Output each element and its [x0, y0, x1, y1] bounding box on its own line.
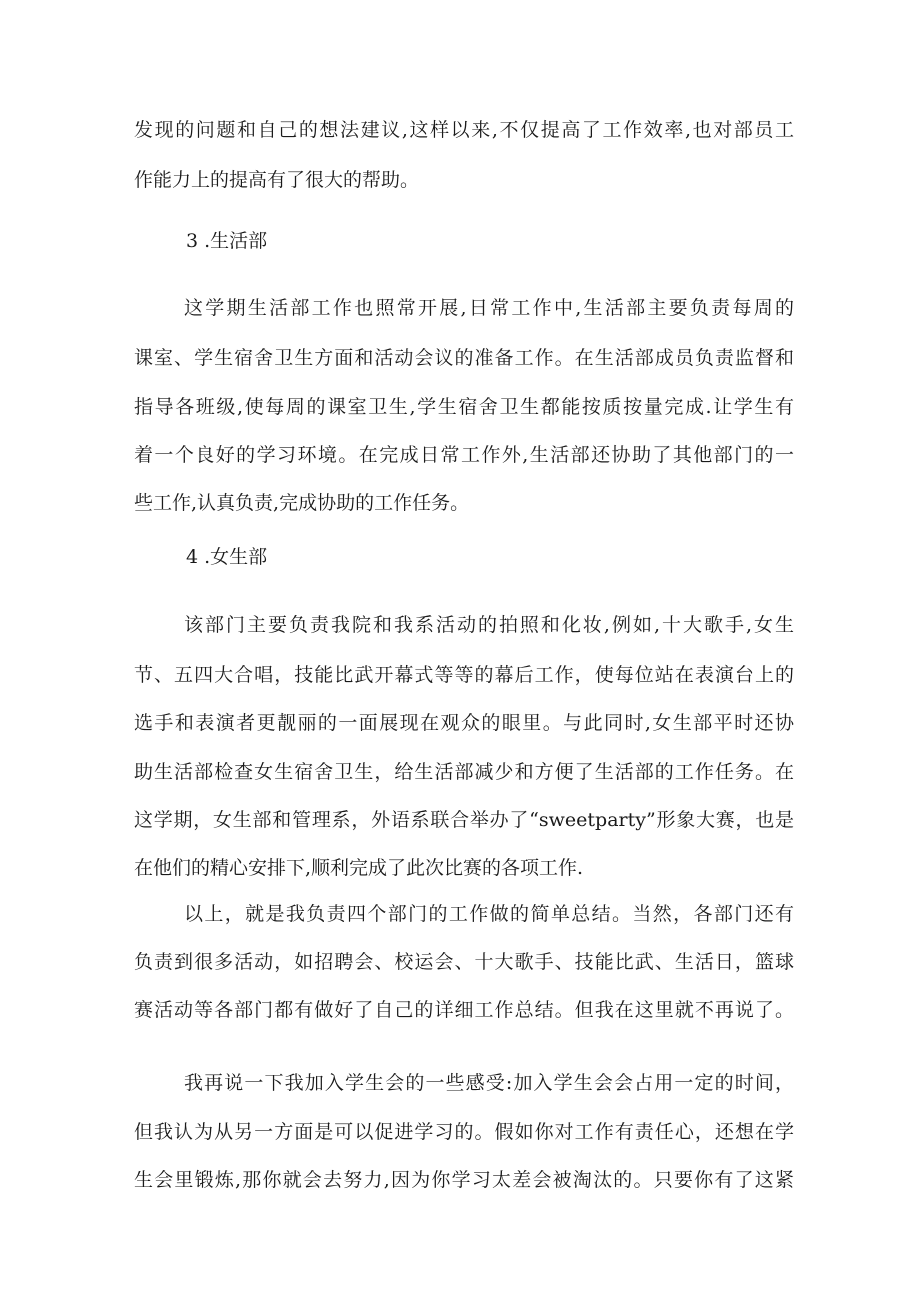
paragraph-line: 但我认为从另一方面是可以促进学习的。假如你对工作有责任心，还想在学 — [134, 1121, 794, 1143]
paragraph-line: 这学期，女生部和管理系，外语系联合举办了“sweetparty”形象大赛，也是 — [134, 809, 794, 831]
paragraph-line: 指导各班级,使每周的课室卫生,学生宿舍卫生都能按质按量完成.让学生有 — [134, 396, 794, 418]
section-heading-girls-dept: 4 .女生部 — [186, 546, 268, 568]
paragraph-line: 赛活动等各部门都有做好了自己的详细工作总结。但我在这里就不再说了。 — [134, 999, 794, 1021]
paragraph-line: 选手和表演者更靓丽的一面展现在观众的眼里。与此同时,女生部平时还协 — [134, 712, 794, 734]
paragraph-line: 生会里锻炼,那你就会去努力,因为你学习太差会被淘汰的。只要你有了这紧 — [134, 1169, 794, 1191]
paragraph-line: 些工作,认真负责,完成协助的工作任务。 — [134, 492, 470, 514]
section-heading-life-dept: 3 .生活部 — [186, 230, 268, 252]
paragraph-line: 着一个良好的学习环境。在完成日常工作外,生活部还协助了其他部门的一 — [134, 444, 794, 466]
paragraph-line: 发现的问题和自己的想法建议,这样以来,不仅提高了工作效率,也对部员工 — [134, 119, 794, 141]
paragraph-line: 助生活部检查女生宿舍卫生，给生活部减少和方便了生活部的工作任务。在 — [134, 761, 794, 783]
paragraph-line: 课室、学生宿舍卫生方面和活动会议的准备工作。在生活部成员负责监督和 — [134, 347, 794, 369]
paragraph-line: 作能力上的提高有了很大的帮助。 — [134, 169, 420, 191]
paragraph-line: 节、五四大合唱，技能比武开幕式等等的幕后工作，使每位站在表演台上的 — [134, 664, 794, 686]
paragraph-line: 该部门主要负责我院和我系活动的拍照和化妆,例如,十大歌手,女生 — [184, 614, 794, 636]
paragraph-line: 以上，就是我负责四个部门的工作做的简单总结。当然，各部门还有 — [184, 903, 794, 925]
paragraph-line: 我再说一下我加入学生会的一些感受:加入学生会会占用一定的时间， — [184, 1072, 794, 1094]
paragraph-line: 在他们的精心安排下,顺利完成了此次比赛的各项工作. — [134, 857, 584, 879]
paragraph-line: 这学期生活部工作也照常开展,日常工作中,生活部主要负责每周的 — [184, 297, 794, 319]
paragraph-line: 负责到很多活动，如招聘会、校运会、十大歌手、技能比武、生活日，篮球 — [134, 951, 794, 973]
